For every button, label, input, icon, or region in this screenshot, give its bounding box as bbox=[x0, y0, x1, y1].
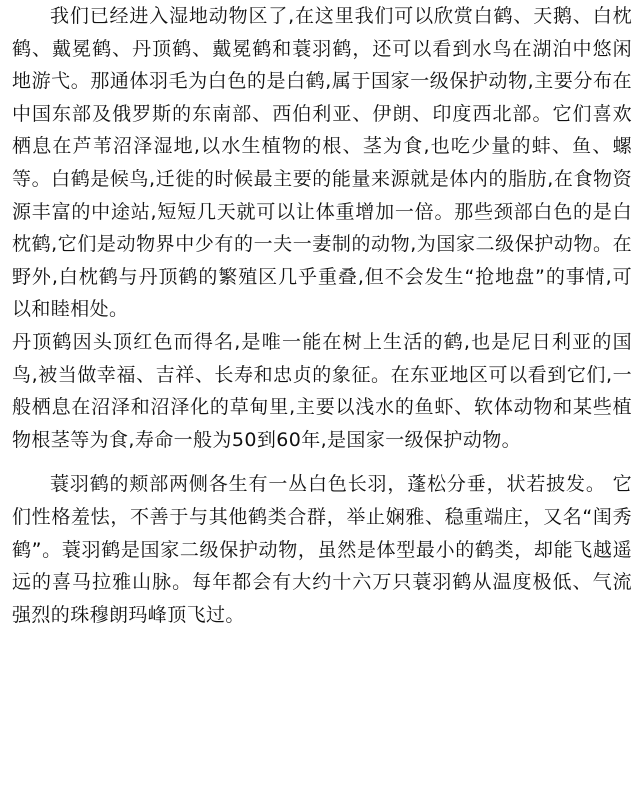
paragraph-demoiselle-crane: 蓑羽鹤的颊部两侧各生有一丛白色长羽，蓬松分垂，状若披发。 它们性格羞怯，不善于与其他鹤类合群，举止娴雅、稳重端庄，又名“闺秀鹤”。蓑羽鹤是国家二级保护动物，虽然是体型最小的鹤类，却能飞越遥远的喜马拉雅山脉。每年都会有大约十六万只蓑羽鹤从温度极低、气流强烈的珠穆朗玛峰顶飞过。 bbox=[12, 473, 632, 626]
paragraph-red-crowned-crane: 丹顶鹤因头顶红色而得名,是唯一能在树上生活的鹤,也是尼日利亚的国鸟,被当做幸福、吉祥、长寿和忠贞的象征。在东亚地区可以看到它们,一般栖息在沼泽和沼泽化的草甸里,主要以浅水的鱼虾、软体动物和某些植物根茎等为食,寿命一般为50到60年,是国家一级保护动物。 bbox=[12, 330, 632, 451]
paragraph-wetland-intro: 我们已经进入湿地动物区了,在这里我们可以欣赏白鹤、天鹅、白枕鹤、戴冕鹤、丹顶鹤、戴冕鹤和蓑羽鹤，还可以看到水鸟在湖泊中悠闲地游弋。那通体羽毛为白色的是白鹤,属于国家一级保护动物,主要分布在中国东部及俄罗斯的东南部、西伯利亚、伊朗、印度西北部。它们喜欢栖息在芦苇沼泽湿地,以水生植物的根、茎为食,也吃少量的蚌、鱼、螺等。白鹤是候鸟,迁徙的时候最主要的能量来源就是体内的脂肪,在食物资源丰富的中途站,短短几天就可以让体重增加一倍。那些颈部白色的是白枕鹤,它们是动物界中少有的一夫一妻制的动物,为国家二级保护动物。在野外,白枕鹤与丹顶鹤的繁殖区几乎重叠,但不会发生“抢地盘”的事情,可以和睦相处。 bbox=[12, 5, 632, 321]
document-body bbox=[12, 0, 632, 631]
